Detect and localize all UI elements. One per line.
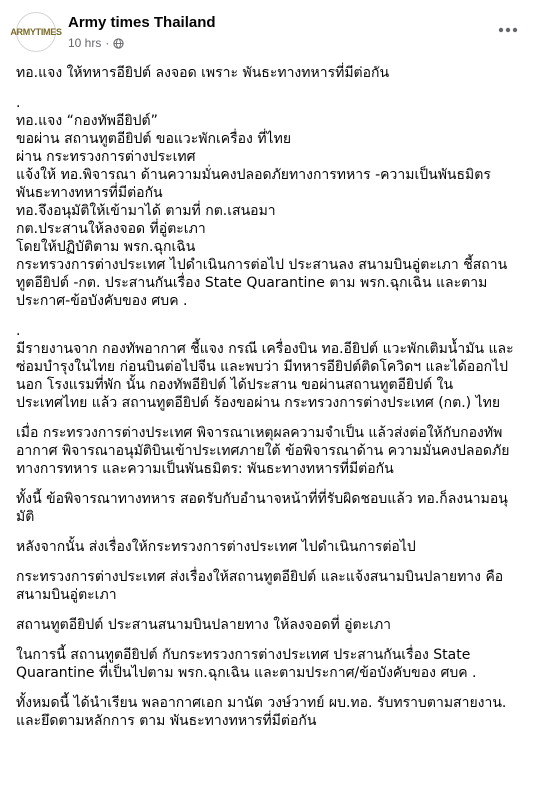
post-time[interactable]: 10 hrs — [68, 36, 102, 50]
post-paragraph — [16, 490, 520, 526]
post-meta — [68, 36, 124, 50]
post-text-line: ขอผ่าน สถานทูตอียิปต์ ขอแวะพักเครื่อง ที่ไทย — [16, 131, 292, 147]
post-paragraph — [16, 694, 520, 730]
post-text-line: มีรายงานจาก กองทัพอากาศ ชี้แจง กรณี เครื่องบิน ทอ.อียิปต์ แวะพักเติมน้ำมัน และซ่อมบำรุงในไทย ก่อนบินต่อไปจีน และพบว่า มีทหารอียิปต์ติดโควิดฯ และได้ออกไปนอก โรงแรมที่พัก นั้น กองทัพอียิปต์ ได้ประสาน ขอผ่านสถานทูตอียิปต์ ในประเทศไทย แล้ว สถานทูตอียิปต์ ร้องขอผ่าน กระทรวงการต่างประเทศ (กต.) ไทย — [16, 341, 514, 411]
post-text-line: ทอ.แจง ให้ทหารอียิปต์ ลงจอด เพราะ พันธะทางทหารที่มีต่อกัน — [16, 65, 390, 81]
post-text-line: ทั้งนี้ ข้อพิจารณาทางทหาร สอดรับกับอำนาจหน้าที่ที่รับผิดชอบแล้ว ทอ.ก็ลงนามอนุมัติ — [16, 491, 508, 525]
post-text-line: เมื่อ กระทรวงการต่างประเทศ พิจารณาเหตุผลความจำเป็น แล้วส่งต่อให้กับกองทัพอากาศ พิจารณาอนุมัติบินเข้าประเทศภายใต้ ข้อพิจารณาด้าน ความมั่นคงปลอดภัยทางการทหาร และความเป็นพันธมิตร: พันธะทางทหารที่มีต่อกัน — [16, 425, 510, 477]
post-text-line: . — [16, 323, 21, 339]
post-text-line: ทอ.แจง “กองทัพอียิปต์” — [16, 113, 158, 129]
more-options-button[interactable] — [496, 18, 520, 42]
post-paragraph — [16, 424, 520, 478]
globe-icon[interactable] — [113, 38, 124, 49]
post-text-line: . — [16, 95, 21, 111]
post-text-line: ทอ.จึงอนุมัติให้เข้ามาได้ ตามที่ กต.เสนอมา — [16, 203, 276, 219]
post-paragraph — [16, 538, 520, 556]
post-body — [16, 64, 520, 742]
post-paragraph — [16, 568, 520, 604]
post-text-line: โดยให้ปฏิบัติตาม พรก.ฉุกเฉิน — [16, 239, 196, 255]
meta-separator: · — [105, 36, 110, 50]
post-paragraph — [16, 94, 520, 310]
post-paragraph — [16, 64, 520, 82]
post-text-line: กระทรวงการต่างประเทศ ส่งเรื่องให้สถานทูตอียิปต์ และแจ้งสนามบินปลายทาง คือ สนามบินอู่ตะเภา — [16, 569, 504, 603]
post-text-line: กต.ประสานให้ลงจอด ที่อู่ตะเภา — [16, 221, 206, 237]
post-paragraph — [16, 646, 520, 682]
post-text-line: กระทรวงการต่างประเทศ ไปดำเนินการต่อไป ประสานลง สนามบินอู่ตะเภา ชี้สถานทูตอียิปต์ -กต. ประสานกันเรื่อง State Quarantine ตาม พรก.ฉุกเฉิน และตามประกาศ-ข้อบังคับของ ศบค . — [16, 257, 508, 309]
post-text-line: หลังจากนั้น ส่งเรื่องให้กระทรวงการต่างประเทศ ไปดำเนินการต่อไป — [16, 539, 416, 555]
more-horizontal-icon — [498, 27, 518, 33]
post-paragraph — [16, 322, 520, 412]
post-text-line: ทั้งหมดนี้ ได้นำเรียน พลอากาศเอก มานัต วงษ์วาทย์ ผบ.ทอ. รับทราบตามสายงาน. และยึดตามหลักการ ตาม พันธะทางทหารที่มีต่อกัน — [16, 695, 507, 729]
post-text-line: ผ่าน กระทรวงการต่างประเทศ — [16, 149, 196, 165]
post-text-line: สถานทูตอียิปต์ ประสานสนามบินปลายทาง ให้ลงจอดที่ อู่ตะเภา — [16, 617, 392, 633]
post-header — [10, 8, 520, 56]
page-name[interactable]: Army times Thailand — [68, 14, 216, 31]
avatar[interactable] — [10, 12, 62, 52]
post-text-line: แจ้งให้ ทอ.พิจารณา ด้านความมั่นคงปลอดภัยทางการทหาร -ความเป็นพันธมิตร พันธะทางทหารที่มีต่อกัน — [16, 167, 491, 201]
post-paragraph — [16, 616, 520, 634]
post-text-line: ในการนี้ สถานทูตอียิปต์ กับกระทรวงการต่างประเทศ ประสานกันเรื่อง State Quarantine ที่เป็นไปตาม พรก.ฉุกเฉิน และตามประกาศ/ข้อบังคับของ ศบค . — [16, 647, 477, 681]
avatar-logo: ARMYTIMES — [10, 27, 62, 37]
